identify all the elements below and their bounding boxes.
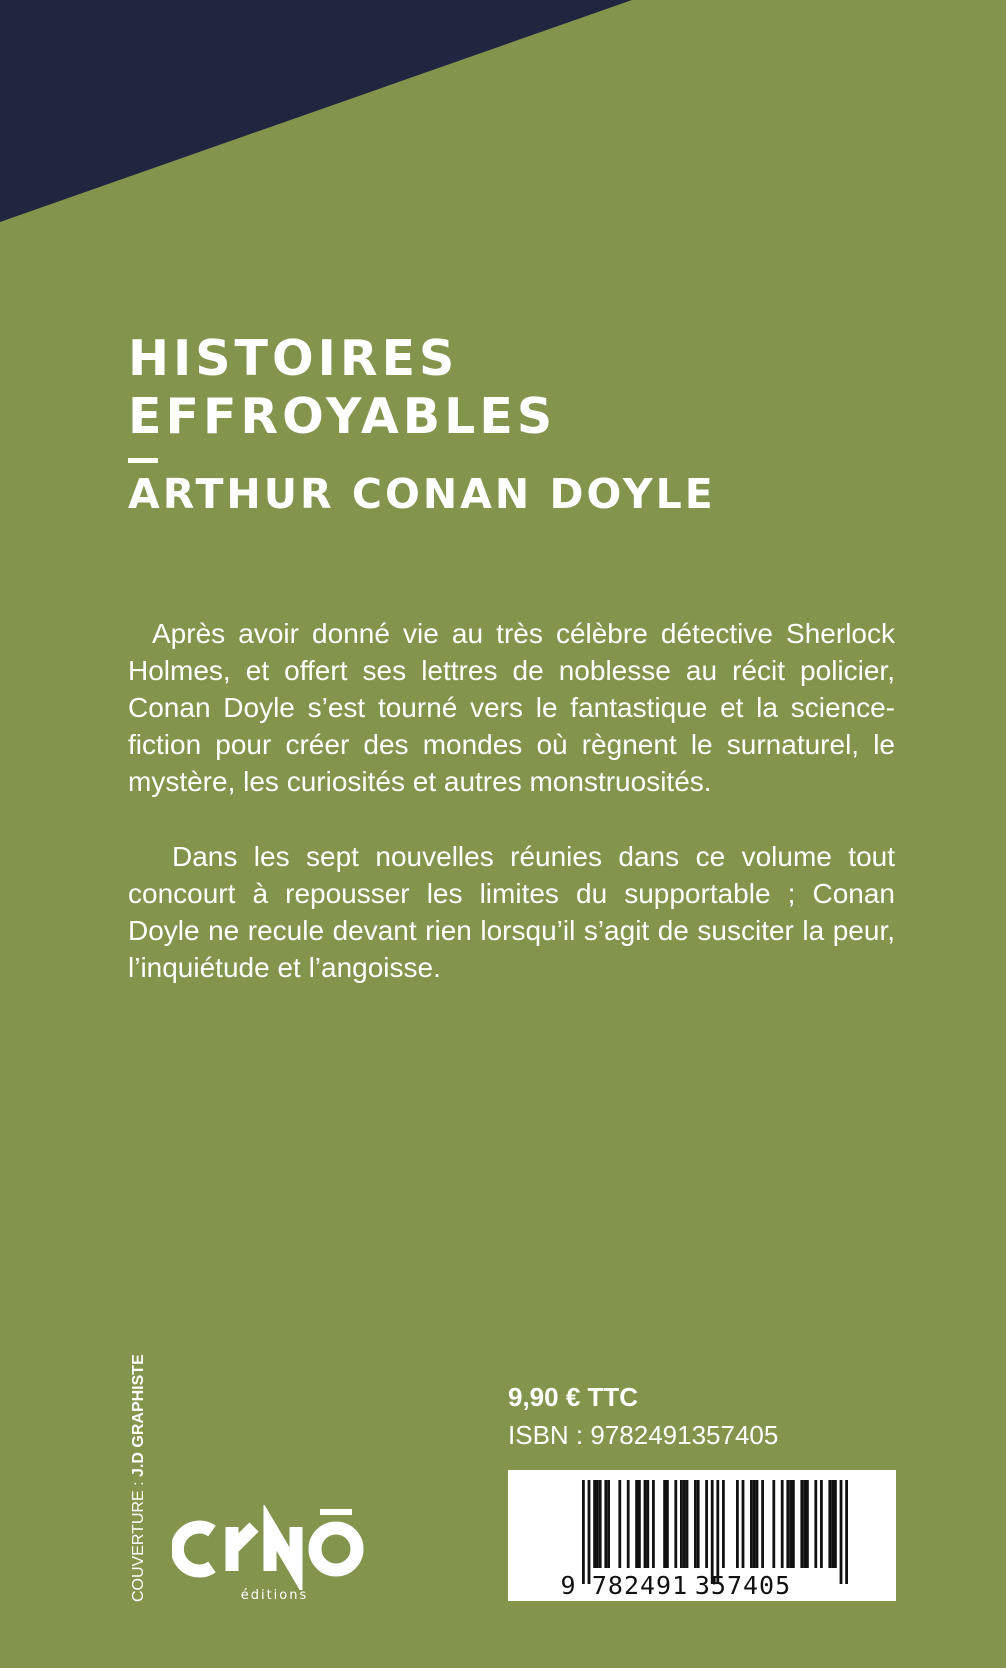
barcode-bar: [772, 1480, 775, 1568]
barcode-bar: [697, 1480, 700, 1568]
barcode-bar: [705, 1480, 708, 1568]
navy-corner-triangle: [0, 0, 632, 222]
book-price: 9,90 € TTC: [508, 1382, 639, 1412]
barcode-bar: [686, 1480, 689, 1568]
barcode-left-group: 782491: [591, 1571, 689, 1600]
barcode-bar: [588, 1480, 591, 1584]
barcode-bar: [627, 1480, 630, 1568]
barcode-bar: [722, 1480, 725, 1568]
barcode-bar: [666, 1480, 669, 1568]
barcode-graphic: [508, 1470, 896, 1601]
barcode-bar: [803, 1480, 806, 1568]
barcode-bar: [820, 1480, 823, 1568]
barcode-bar: [781, 1480, 784, 1568]
barcode-bar: [618, 1480, 621, 1568]
okno-logo-icon: [172, 1505, 377, 1590]
book-title-line-1: HISTOIRES: [128, 330, 459, 387]
barcode-bar: [644, 1480, 647, 1568]
barcode-bar: [683, 1480, 686, 1568]
barcode-bar: [652, 1480, 655, 1568]
barcode-bar: [806, 1480, 809, 1568]
barcode-bar: [761, 1480, 764, 1568]
barcode-bar: [663, 1480, 666, 1568]
barcode-bar: [831, 1480, 834, 1568]
navy-corner-shape: [0, 0, 1006, 240]
barcode-bar: [786, 1480, 789, 1568]
blurb-paragraph-1: Après avoir donné vie au très célèbre détective Sherlock Holmes, et offert ses lettres de noblesse au récit policier, Conan Doyle s’est tourné vers le fantastique et la science-fiction pour créer des mondes où règnent le surnaturel, le mystère, les curiosités et autres monstruosités.: [128, 618, 895, 797]
barcode: [508, 1470, 896, 1601]
barcode-bar: [753, 1480, 756, 1568]
cover-credit: [128, 1354, 150, 1602]
barcode-bar: [792, 1480, 795, 1568]
barcode-bar: [736, 1480, 739, 1568]
cover-credit-label: COUVERTURE :: [130, 1476, 147, 1602]
barcode-bar: [711, 1480, 714, 1584]
barcode-bar: [582, 1480, 585, 1584]
barcode-bar: [814, 1480, 817, 1568]
barcode-bar: [716, 1480, 719, 1584]
barcode-bar: [828, 1480, 831, 1568]
barcode-bar: [750, 1480, 753, 1568]
barcode-bar: [680, 1480, 683, 1568]
barcode-bar: [742, 1480, 745, 1568]
barcode-bar: [599, 1480, 602, 1568]
barcode-bar: [834, 1480, 837, 1568]
publisher-subtitle: éditions: [240, 1588, 309, 1603]
book-author: ARTHUR CONAN DOYLE: [128, 470, 716, 518]
barcode-bar: [674, 1480, 677, 1568]
barcode-bar: [800, 1480, 803, 1568]
barcode-bar: [638, 1480, 641, 1568]
book-isbn: ISBN : 9782491357405: [508, 1420, 779, 1450]
barcode-bar: [840, 1480, 843, 1584]
barcode-right-group: 357405: [694, 1571, 792, 1600]
barcode-bar: [789, 1480, 792, 1568]
cover-credit-name: J.D GRAPHISTE: [130, 1354, 147, 1477]
barcode-bar: [604, 1480, 607, 1568]
barcode-bar: [756, 1480, 759, 1568]
barcode-bar: [596, 1480, 599, 1568]
barcode-bar: [607, 1480, 610, 1568]
barcode-bar: [635, 1480, 638, 1568]
barcode-bar: [845, 1480, 848, 1584]
blurb-paragraph-2: Dans les sept nouvelles réunies dans ce volume tout concourt à repousser les limites du supportable ; Conan Doyle ne recule devant rien lorsqu’il s’agit de susciter la peur, l’inquiétude et l’angoisse.: [128, 841, 895, 983]
barcode-bar: [694, 1480, 697, 1568]
title-separator: [128, 458, 158, 463]
book-title-line-2: EFFROYABLES: [128, 388, 557, 445]
barcode-bar: [646, 1480, 649, 1568]
barcode-first-digit: 9: [560, 1571, 576, 1600]
barcode-bars: [582, 1480, 848, 1584]
barcode-bar: [593, 1480, 596, 1568]
